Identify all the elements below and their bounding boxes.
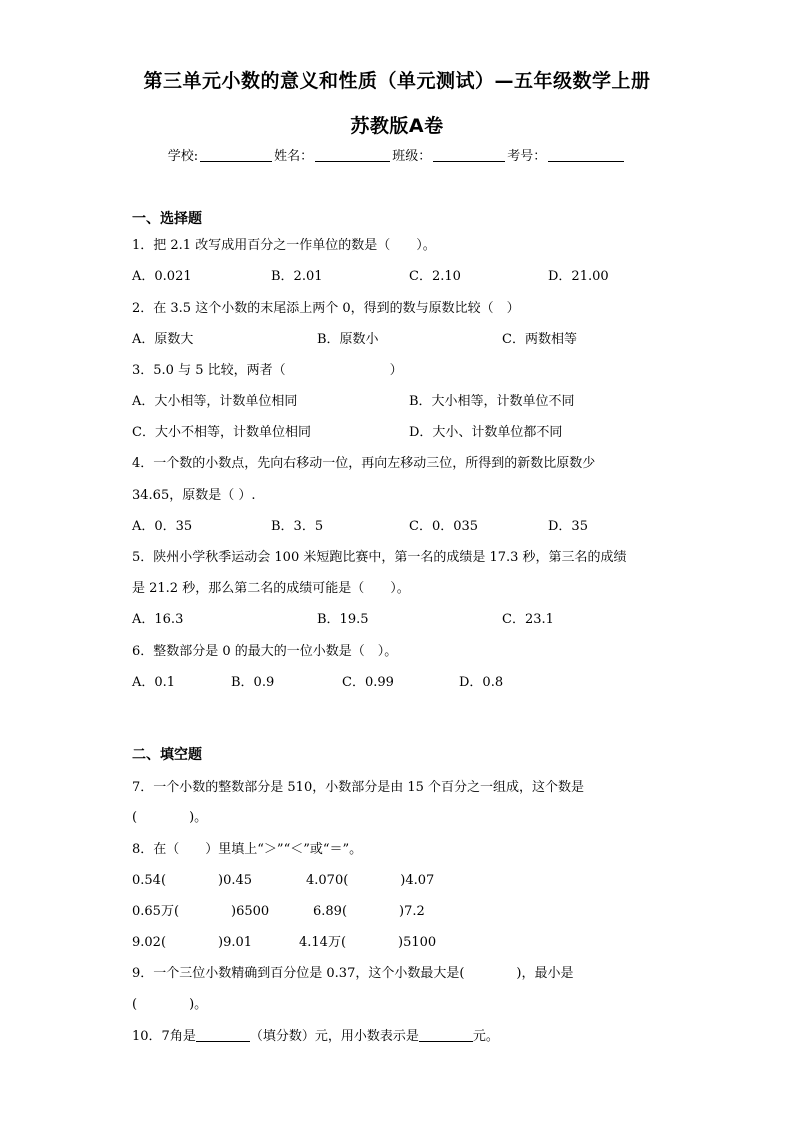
q1-option-a[interactable]: A．0.021 bbox=[132, 269, 192, 284]
q10-fraction-blank[interactable] bbox=[196, 1041, 250, 1042]
q1-option-d[interactable]: D．21.00 bbox=[548, 269, 609, 284]
q5-option-b[interactable]: B．19.5 bbox=[317, 612, 369, 627]
q7-line2[interactable]: ( )。 bbox=[132, 810, 208, 825]
q6-stem: 6．整数部分是 0 的最大的一位小数是（ ）。 bbox=[132, 644, 398, 659]
q8-item-5[interactable]: 9.02( )9.01 bbox=[132, 935, 253, 950]
q6-option-c[interactable]: C．0.99 bbox=[342, 675, 394, 690]
page-subtitle: 苏教版A卷 bbox=[350, 115, 444, 137]
q5-stem-line1: 5．陕州小学秋季运动会 100 米短跑比赛中，第一名的成绩是 17.3 秒，第三名的成绩 bbox=[132, 550, 627, 565]
class-blank[interactable] bbox=[433, 161, 505, 162]
q6-option-b[interactable]: B．0.9 bbox=[231, 675, 275, 690]
q3-option-c[interactable]: C．大小不相等，计数单位相同 bbox=[132, 425, 311, 440]
q1-stem: 1．把 2.1 改写成用百分之一作单位的数是（ ）。 bbox=[132, 238, 436, 253]
q1-option-c[interactable]: C．2.10 bbox=[409, 269, 461, 284]
q2-stem: 2．在 3.5 这个小数的末尾添上两个 0，得到的数与原数比较（ ） bbox=[132, 301, 520, 316]
q10-part1: 10．7角是 bbox=[132, 1029, 196, 1044]
q5-option-c[interactable]: C．23.1 bbox=[502, 612, 554, 627]
name-label: 姓名： bbox=[274, 149, 314, 164]
q2-option-c[interactable]: C．两数相等 bbox=[502, 332, 577, 347]
q10-decimal-blank[interactable] bbox=[419, 1041, 473, 1042]
q3-option-d[interactable]: D．大小、计数单位都不同 bbox=[409, 425, 563, 440]
q4-option-a[interactable]: A．0．35 bbox=[132, 519, 193, 534]
q5-option-a[interactable]: A．16.3 bbox=[132, 612, 184, 627]
name-blank[interactable] bbox=[315, 161, 390, 162]
q4-option-b[interactable]: B．3．5 bbox=[271, 519, 324, 534]
number-blank[interactable] bbox=[548, 161, 624, 162]
q1-option-b[interactable]: B．2.01 bbox=[271, 269, 323, 284]
q8-item-4[interactable]: 6.89( )7.2 bbox=[313, 904, 425, 919]
q3-stem: 3．5.0 与 5 比较，两者（ ） bbox=[132, 363, 403, 378]
q8-item-2[interactable]: 4.070( )4.07 bbox=[306, 873, 435, 888]
q7-line1: 7．一个小数的整数部分是 510，小数部分是由 15 个百分之一组成，这个数是 bbox=[132, 780, 585, 795]
q6-option-a[interactable]: A．0.1 bbox=[132, 675, 176, 690]
q8-item-3[interactable]: 0.65万( )6500 bbox=[132, 904, 270, 919]
q5-stem-line2: 是 21.2 秒，那么第二名的成绩可能是（ ）。 bbox=[132, 581, 410, 596]
q10-line bbox=[132, 1025, 499, 1044]
number-label: 考号： bbox=[507, 149, 547, 164]
q8-stem: 8．在（ ）里填上“＞”“＜”或“＝”。 bbox=[132, 842, 363, 857]
q8-item-6[interactable]: 4.14万( )5100 bbox=[299, 935, 437, 950]
q9-line2[interactable]: ( )。 bbox=[132, 997, 208, 1012]
school-label: 学校: bbox=[167, 149, 199, 164]
q4-option-c[interactable]: C．0．035 bbox=[409, 519, 479, 534]
section-choice-heading: 一、选择题 bbox=[132, 211, 202, 227]
q2-option-a[interactable]: A．原数大 bbox=[132, 332, 194, 347]
class-label: 班级： bbox=[392, 149, 432, 164]
q4-stem-line2: 34.65，原数是（ ）. bbox=[132, 488, 256, 503]
q9-line1: 9．一个三位小数精确到百分位是 0.37，这个小数最大是( )，最小是 bbox=[132, 966, 574, 981]
q10-part3: 元。 bbox=[472, 1029, 499, 1044]
q4-stem-line1: 4．一个数的小数点，先向右移动一位，再向左移动三位，所得到的新数比原数少 bbox=[132, 456, 596, 471]
q6-option-d[interactable]: D．0.8 bbox=[459, 675, 504, 690]
q10-part2: （填分数）元，用小数表示是 bbox=[249, 1029, 419, 1044]
q3-option-a[interactable]: A．大小相等，计数单位相同 bbox=[132, 394, 298, 409]
section-fill-heading: 二、填空题 bbox=[132, 747, 202, 763]
q8-item-1[interactable]: 0.54( )0.45 bbox=[132, 873, 253, 888]
q4-option-d[interactable]: D．35 bbox=[548, 519, 588, 534]
school-blank[interactable] bbox=[200, 161, 272, 162]
q2-option-b[interactable]: B．原数小 bbox=[317, 332, 379, 347]
page-title: 第三单元小数的意义和性质（单元测试）—五年级数学上册 bbox=[143, 70, 651, 92]
q3-option-b[interactable]: B．大小相等，计数单位不同 bbox=[409, 394, 575, 409]
student-info-row bbox=[0, 145, 794, 164]
